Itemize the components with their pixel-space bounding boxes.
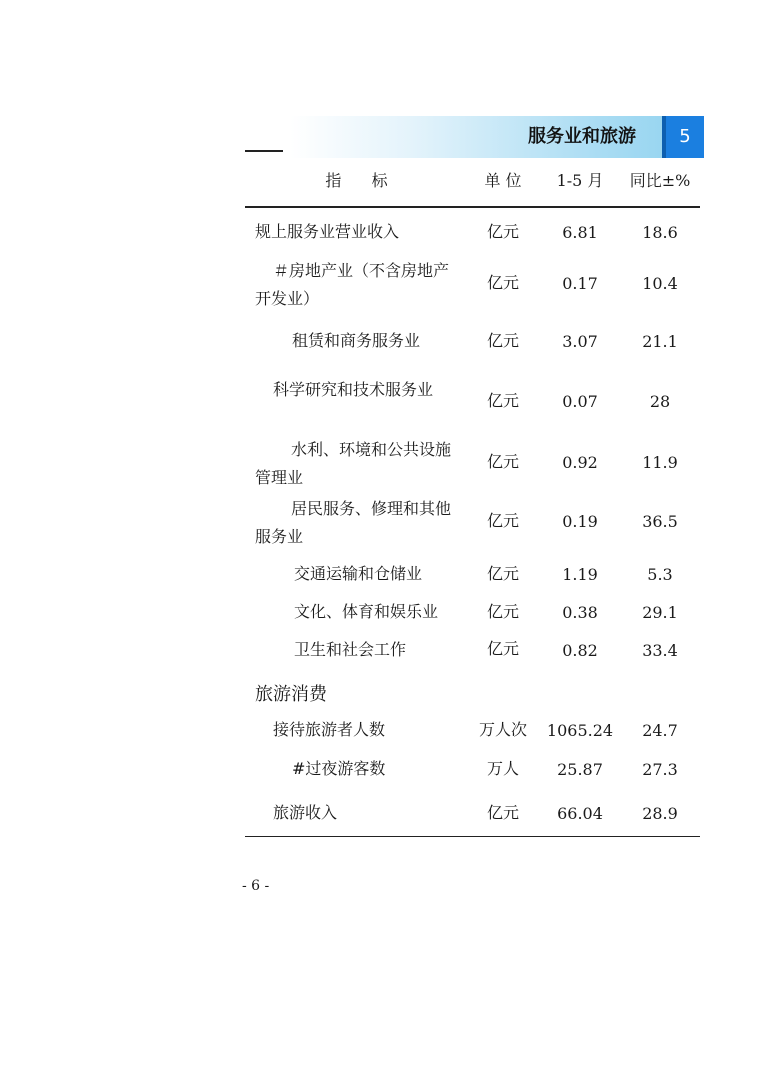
page-number: - 6 -: [242, 878, 270, 894]
row-ytd: 0.17: [562, 274, 598, 293]
header-ytd: 1-5 月: [556, 171, 604, 190]
row-name: 卫生和社会工作: [294, 640, 407, 659]
row-ytd: 6.81: [562, 223, 598, 242]
table-bottom-rule: [245, 836, 700, 837]
header-indicator: 指 标: [325, 171, 390, 190]
row-ytd: 0.38: [562, 603, 598, 622]
row-yoy: 10.4: [642, 274, 678, 293]
row-unit: 亿元: [486, 331, 519, 350]
row-name: 租赁和商务服务业: [292, 331, 421, 350]
row-yoy: 5.3: [647, 565, 673, 584]
section-number: 5: [666, 116, 704, 158]
row-unit: 亿元: [486, 222, 519, 241]
row-ytd: 1.19: [562, 565, 598, 584]
tourism-row-name: 接待旅游者人数: [273, 720, 386, 739]
header-unit: 单 位: [484, 171, 522, 190]
tourism-row-ytd: 66.04: [557, 804, 603, 823]
row-ytd: 3.07: [562, 332, 598, 351]
row-yoy: 36.5: [642, 512, 678, 531]
row-yoy: 33.4: [642, 641, 678, 660]
row-unit: 亿元: [486, 511, 519, 530]
row-yoy: 21.1: [642, 332, 678, 351]
tourism-row-yoy: 28.9: [642, 804, 678, 823]
tourism-row-yoy: 24.7: [642, 721, 678, 740]
row-ytd: 0.07: [562, 392, 598, 411]
tourism-row-unit: 亿元: [486, 803, 519, 822]
row-name: 科学研究和技术服务业: [273, 380, 434, 399]
row-unit: 亿元: [486, 273, 519, 292]
row-name: 文化、体育和娱乐业: [294, 602, 439, 621]
row-unit: 亿元: [486, 391, 519, 410]
row-yoy: 29.1: [642, 603, 678, 622]
row-name: ＃房地产业（不含房地产开发业）: [255, 261, 450, 308]
row-name: 规上服务业营业收入: [255, 222, 400, 241]
row-unit: 亿元: [486, 564, 519, 583]
row-yoy: 28: [649, 392, 671, 411]
tourism-row-unit: 万人: [486, 759, 519, 778]
tourism-row-yoy: 27.3: [642, 760, 678, 779]
row-ytd: 0.92: [562, 453, 598, 472]
row-unit: 亿元: [486, 452, 519, 471]
row-unit: 亿元: [486, 639, 519, 658]
header-yoy: 同比±%: [629, 171, 691, 190]
section-title: 服务业和旅游: [528, 126, 636, 147]
row-ytd: 0.82: [562, 641, 598, 660]
tourism-row-ytd: 1065.24: [546, 721, 614, 740]
section-heading-tourism: 旅游消费: [255, 684, 327, 705]
row-unit: 亿元: [486, 602, 519, 621]
row-yoy: 18.6: [642, 223, 678, 242]
tourism-row-name: 旅游收入: [273, 803, 338, 822]
tourism-row-name: #过夜游客数: [292, 759, 386, 778]
tourism-row-unit: 万人次: [478, 720, 527, 739]
section-banner: [290, 116, 704, 158]
table-top-rule: [245, 206, 700, 208]
row-name: 交通运输和仓储业: [294, 564, 423, 583]
short-rule: [245, 150, 283, 152]
tourism-row-ytd: 25.87: [557, 760, 603, 779]
row-ytd: 0.19: [562, 512, 598, 531]
row-name: 居民服务、修理和其他服务业: [255, 499, 452, 546]
row-name: 水利、环境和公共设施管理业: [255, 440, 452, 487]
row-yoy: 11.9: [642, 453, 678, 472]
